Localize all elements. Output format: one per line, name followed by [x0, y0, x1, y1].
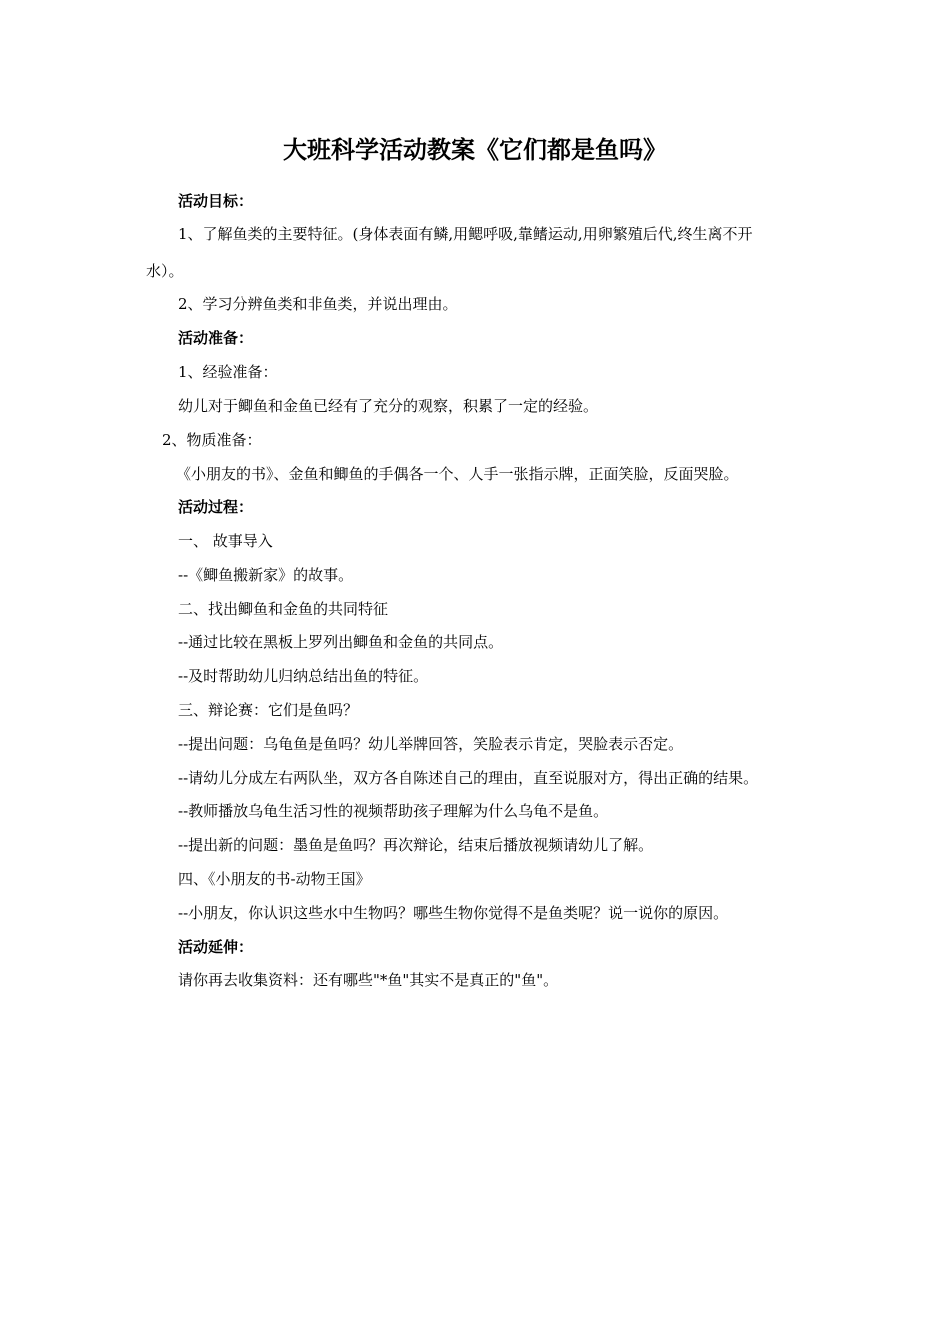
step-3-detail-4: --提出新的问题：墨鱼是鱼吗？再次辩论，结束后播放视频请幼儿了解。	[178, 836, 654, 854]
experience-label: 1、经验准备：	[178, 363, 278, 381]
material-text: 《小朋友的书》、金鱼和鲫鱼的手偶各一个、人手一张指示牌，正面笑脸，反面哭脸。	[176, 465, 739, 483]
material-label: 2、物质准备：	[162, 431, 262, 449]
process-heading: 活动过程：	[178, 498, 254, 516]
extension-text: 请你再去收集资料：还有哪些"*鱼"其实不是真正的"鱼"。	[178, 971, 559, 989]
goals-heading: 活动目标：	[178, 192, 254, 210]
page-title: 大班科学活动教案《它们都是鱼吗》	[283, 135, 667, 164]
step-1-title: 一、 故事导入	[178, 532, 273, 550]
goals-item-1-line-1: 1、了解鱼类的主要特征。(身体表面有鳞,用鳃呼吸,靠鳍运动,用卵繁殖后代,终生离不开	[178, 225, 753, 243]
goals-item-2: 2、学习分辨鱼类和非鱼类，并说出理由。	[178, 295, 458, 313]
step-3-detail-2: --请幼儿分成左右两队坐，双方各自陈述自己的理由，直至说服对方，得出正确的结果。	[178, 769, 759, 787]
step-3-detail-3: --教师播放乌龟生活习性的视频帮助孩子理解为什么乌龟不是鱼。	[178, 802, 609, 820]
step-3-title: 三、辩论赛：它们是鱼吗？	[178, 701, 359, 719]
step-4-detail: --小朋友，你认识这些水中生物吗？哪些生物你觉得不是鱼类呢？说一说你的原因。	[178, 904, 729, 922]
preparation-heading: 活动准备：	[178, 329, 254, 347]
experience-text: 幼儿对于鲫鱼和金鱼已经有了充分的观察，积累了一定的经验。	[178, 397, 599, 415]
goals-item-1-line-2: 水）。	[146, 262, 184, 280]
step-4-title: 四、《小朋友的书-动物王国》	[178, 870, 371, 888]
step-2-title: 二、找出鲫鱼和金鱼的共同特征	[178, 600, 389, 618]
extension-heading: 活动延伸：	[178, 938, 254, 956]
step-2-detail-1: --通过比较在黑板上罗列出鲫鱼和金鱼的共同点。	[178, 633, 504, 651]
step-2-detail-2: --及时帮助幼儿归纳总结出鱼的特征。	[178, 667, 429, 685]
step-1-detail: --《鲫鱼搬新家》的故事。	[178, 566, 354, 584]
step-3-detail-1: --提出问题：乌龟鱼是鱼吗？幼儿举牌回答，笑脸表示肯定，哭脸表示否定。	[178, 735, 684, 753]
